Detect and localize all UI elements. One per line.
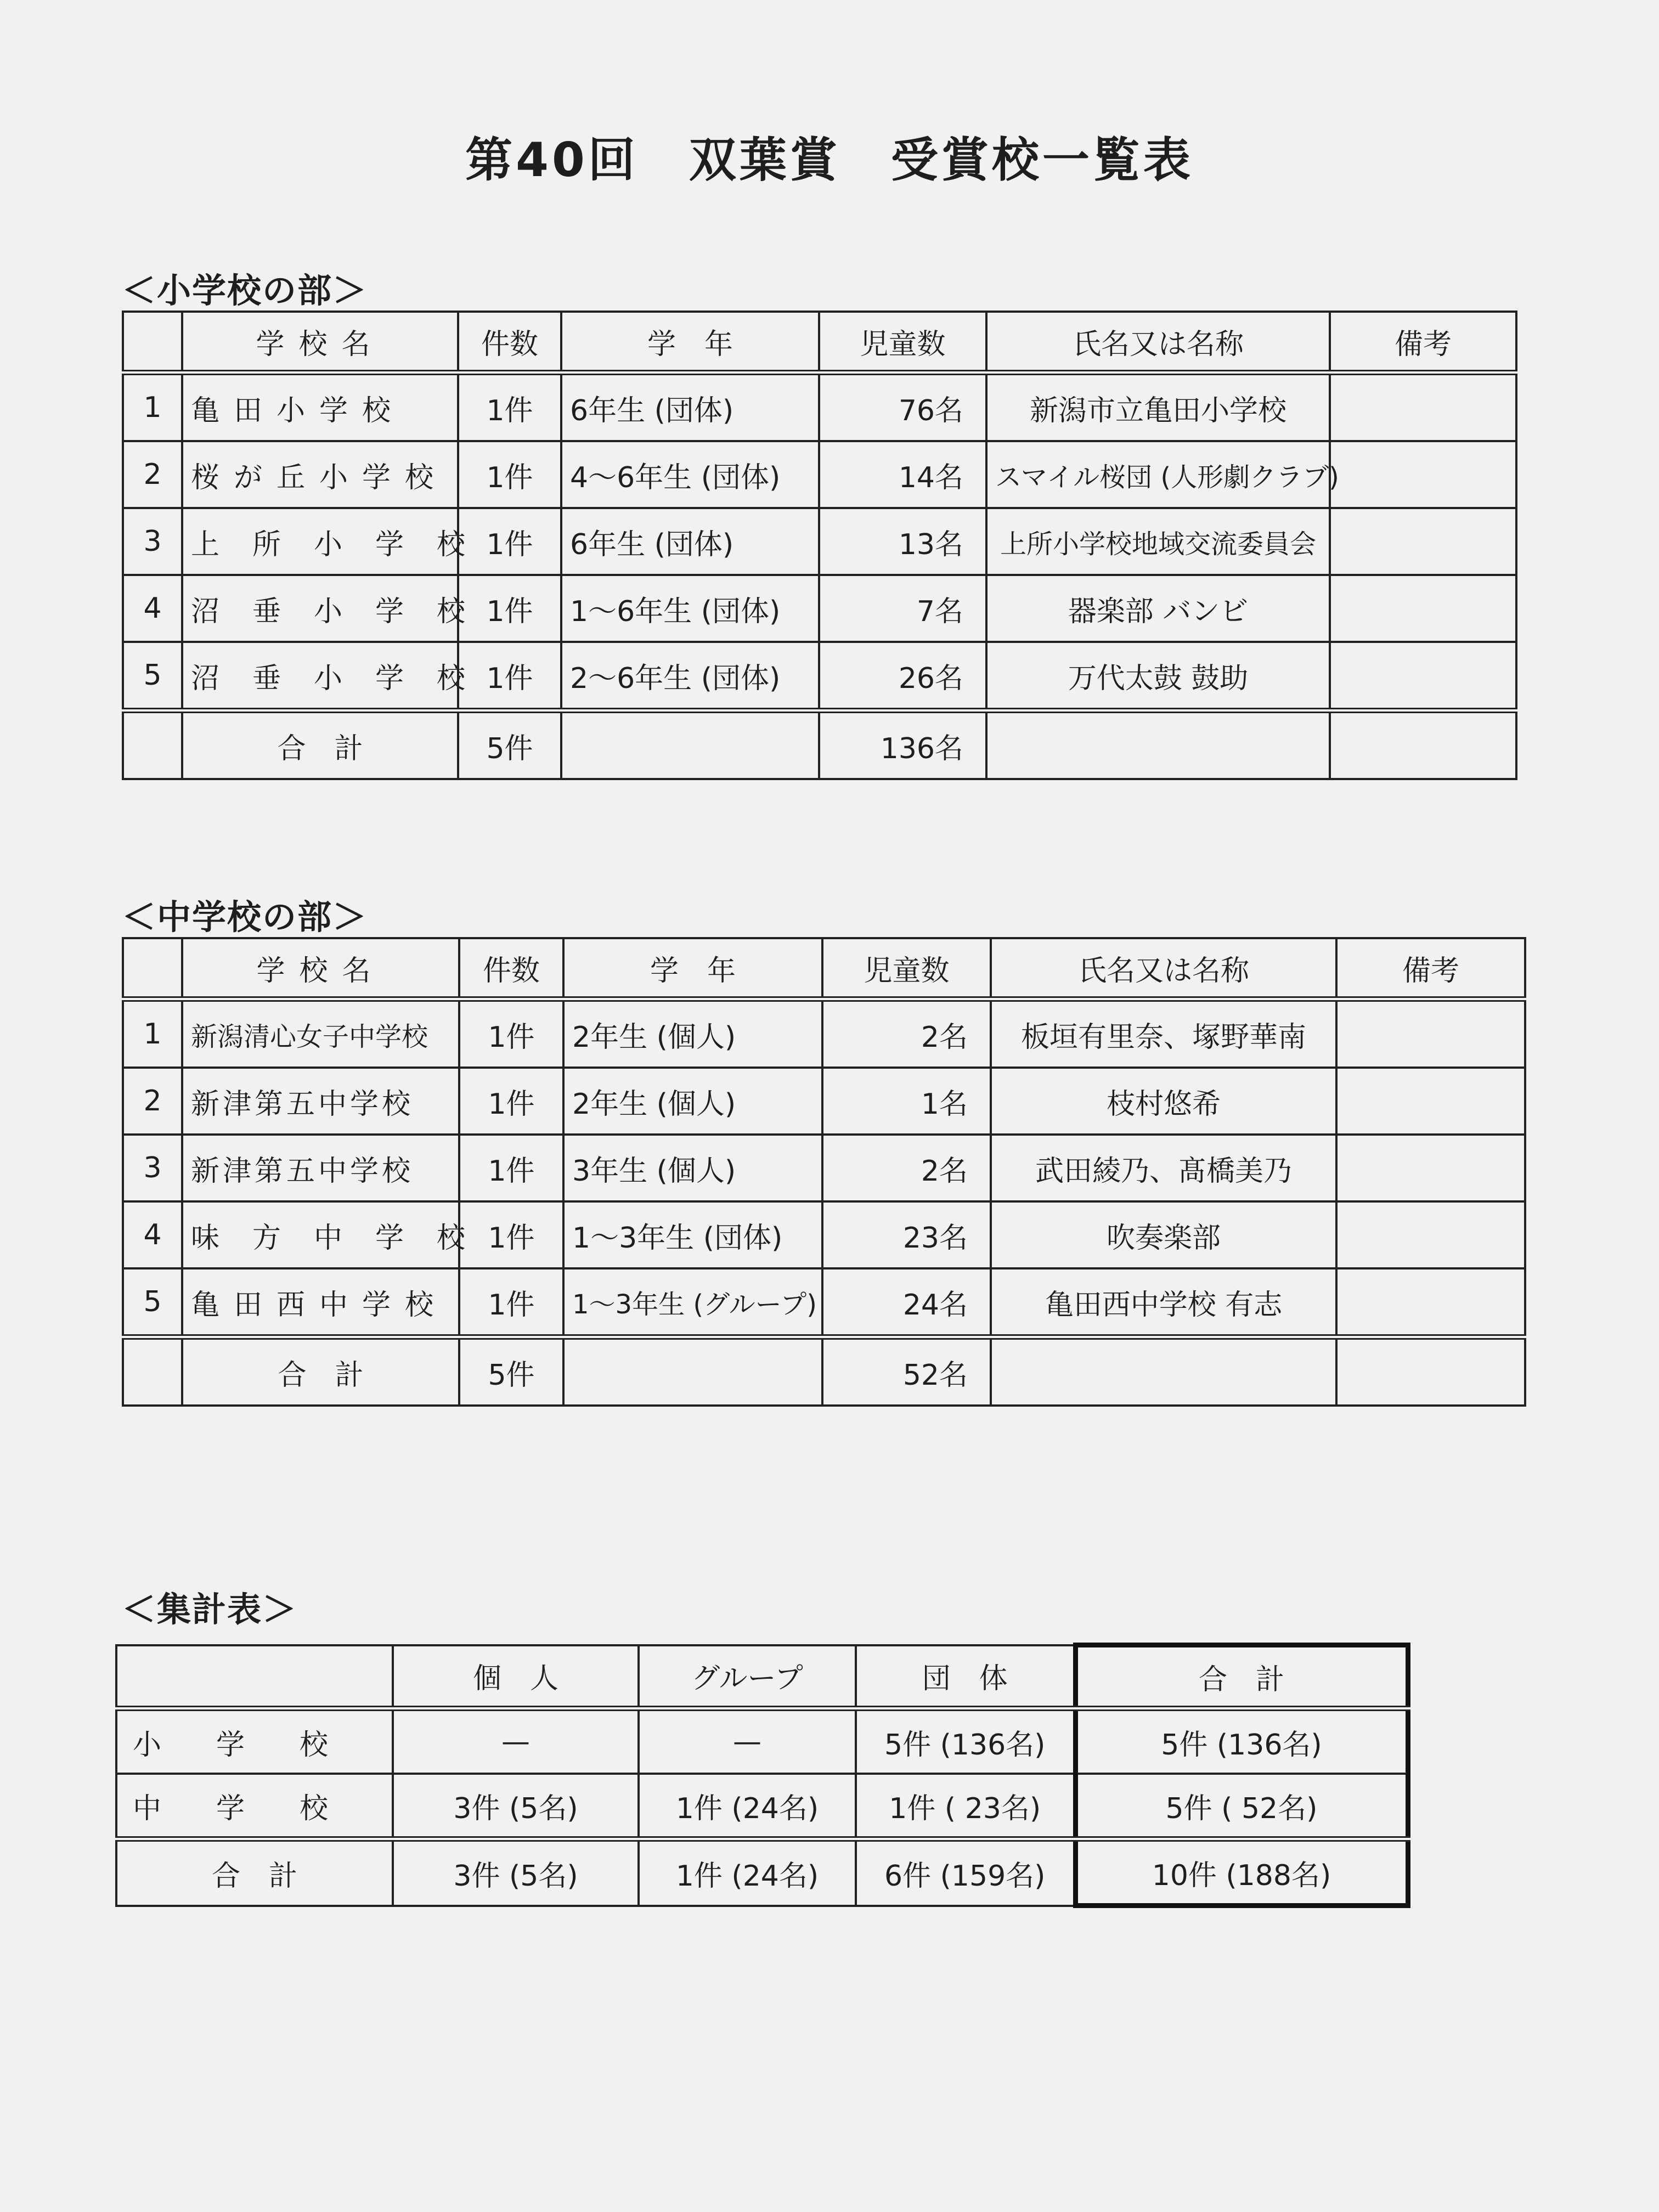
total-row: [123, 1337, 1525, 1406]
row-number: 4: [123, 1201, 182, 1268]
student-count: 1名: [822, 1068, 991, 1135]
total-label: 合 計: [182, 1337, 459, 1406]
note: [1336, 1201, 1525, 1268]
row-number: 1: [123, 999, 182, 1068]
award-count: 1件: [458, 642, 561, 710]
grade: 6年生 (団体): [561, 373, 819, 441]
total-row: [123, 710, 1516, 779]
total-count: 5件 ( 52名): [1075, 1774, 1408, 1839]
total-label: 合 計: [182, 710, 458, 779]
row-number: 2: [123, 1068, 182, 1135]
note: [1336, 1068, 1525, 1135]
header-name: 氏名又は名称: [991, 938, 1336, 999]
header-note: 備考: [1336, 938, 1525, 999]
individual-count: —: [393, 1708, 639, 1774]
school-name: 新津第五中学校: [182, 1135, 459, 1201]
total-row: [116, 1839, 1408, 1906]
school-name: 沼垂小学校: [182, 575, 458, 642]
row-number: 1: [123, 373, 182, 441]
award-count: 1件: [458, 575, 561, 642]
section-label-summary: ＜集計表＞: [122, 1589, 298, 1629]
total-blank-cell: [991, 1337, 1336, 1406]
row-number: 3: [123, 1135, 182, 1201]
individual-count: 3件 (5名): [393, 1774, 639, 1839]
total-count: 5件 (136名): [1075, 1708, 1408, 1774]
row-number: 5: [123, 642, 182, 710]
header-team: 団 体: [856, 1645, 1075, 1709]
header-school: 学校名: [182, 938, 459, 999]
grade: 1～6年生 (団体): [561, 575, 819, 642]
grade: 2年生 (個人): [563, 999, 822, 1068]
row-label: 中 学 校: [116, 1774, 393, 1839]
total-blank-cell: [561, 710, 819, 779]
total-blank-cell: [1336, 1337, 1525, 1406]
entrant-name: 板垣有里奈、塚野華南: [991, 999, 1336, 1068]
page-title: 第40回 双葉賞 受賞校一覧表: [465, 133, 1194, 188]
award-count: 1件: [458, 373, 561, 441]
row-number: 5: [123, 1268, 182, 1337]
student-count: 7名: [819, 575, 986, 642]
student-count: 24名: [822, 1268, 991, 1337]
student-count: 13名: [819, 508, 986, 575]
elementary-table: [122, 311, 1517, 780]
total-blank-cell: [123, 710, 182, 779]
table-row: [116, 1774, 1408, 1839]
table-row: [123, 1201, 1525, 1268]
school-name: 亀田小学校: [182, 373, 458, 441]
entrant-name: 万代太鼓 鼓助: [986, 642, 1330, 710]
individual-count: 3件 (5名): [393, 1839, 639, 1906]
award-count: 1件: [459, 1201, 563, 1268]
table-row: [123, 373, 1516, 441]
award-count: 1件: [458, 508, 561, 575]
school-name: 味方中学校: [182, 1201, 459, 1268]
total-blank-cell: [123, 1337, 182, 1406]
entrant-name: 枝村悠希: [991, 1068, 1336, 1135]
team-count: 5件 (136名): [856, 1708, 1075, 1774]
header-count: 件数: [458, 312, 561, 373]
student-count: 26名: [819, 642, 986, 710]
table-row: [123, 999, 1525, 1068]
header-note: 備考: [1330, 312, 1516, 373]
award-count: 1件: [458, 441, 561, 508]
section-label-elementary: ＜小学校の部＞: [122, 270, 368, 311]
note: [1330, 642, 1516, 710]
table-row: [123, 508, 1516, 575]
school-name: 新潟清心女子中学校: [182, 999, 459, 1068]
header-name: 氏名又は名称: [986, 312, 1330, 373]
school-name: 上所小学校: [182, 508, 458, 575]
note: [1336, 1268, 1525, 1337]
school-name: 桜が丘小学校: [182, 441, 458, 508]
row-number: 4: [123, 575, 182, 642]
award-count: 1件: [459, 1068, 563, 1135]
group-count: 1件 (24名): [639, 1774, 856, 1839]
table-row: [123, 1068, 1525, 1135]
header-students: 児童数: [819, 312, 986, 373]
note: [1330, 373, 1516, 441]
grade: 4～6年生 (団体): [561, 441, 819, 508]
school-name: 沼垂小学校: [182, 642, 458, 710]
grade: 2年生 (個人): [563, 1068, 822, 1135]
junior-table: [122, 937, 1526, 1407]
header-cell-no: [123, 312, 182, 373]
award-count: 1件: [459, 999, 563, 1068]
header-count: 件数: [459, 938, 563, 999]
total-count: 5件: [458, 710, 561, 779]
award-count: 1件: [459, 1268, 563, 1337]
table-row: [123, 575, 1516, 642]
team-count: 6件 (159名): [856, 1839, 1075, 1906]
row-label: 合 計: [116, 1839, 393, 1906]
total-count: 10件 (188名): [1075, 1839, 1408, 1906]
table-header-row: [123, 312, 1516, 373]
table-row: [116, 1708, 1408, 1774]
group-count: 1件 (24名): [639, 1839, 856, 1906]
total-students: 52名: [822, 1337, 991, 1406]
total-count: 5件: [459, 1337, 563, 1406]
grade: 6年生 (団体): [561, 508, 819, 575]
total-blank-cell: [986, 710, 1330, 779]
total-blank-cell: [1330, 710, 1516, 779]
header-group: グループ: [639, 1645, 856, 1709]
summary-table: [115, 1643, 1410, 1908]
entrant-name: 武田綾乃、髙橋美乃: [991, 1135, 1336, 1201]
grade: 2～6年生 (団体): [561, 642, 819, 710]
student-count: 76名: [819, 373, 986, 441]
team-count: 1件 ( 23名): [856, 1774, 1075, 1839]
row-number: 3: [123, 508, 182, 575]
student-count: 23名: [822, 1201, 991, 1268]
entrant-name: 吹奏楽部: [991, 1201, 1336, 1268]
student-count: 2名: [822, 999, 991, 1068]
table-row: [123, 1268, 1525, 1337]
note: [1336, 999, 1525, 1068]
table-row: [123, 1135, 1525, 1201]
award-count: 1件: [459, 1135, 563, 1201]
total-blank-cell: [563, 1337, 822, 1406]
header-blank-cell: [116, 1645, 393, 1709]
section-label-junior: ＜中学校の部＞: [122, 897, 368, 937]
row-number: 2: [123, 441, 182, 508]
entrant-name: 器楽部 バンビ: [986, 575, 1330, 642]
header-cell-no: [123, 938, 182, 999]
note: [1336, 1135, 1525, 1201]
school-name: 亀田西中学校: [182, 1268, 459, 1337]
header-individual: 個 人: [393, 1645, 639, 1709]
header-students: 児童数: [822, 938, 991, 999]
table-header-row: [116, 1645, 1408, 1709]
table-header-row: [123, 938, 1525, 999]
table-row: [123, 441, 1516, 508]
total-students: 136名: [819, 710, 986, 779]
grade: 1～3年生 (団体): [563, 1201, 822, 1268]
note: [1330, 575, 1516, 642]
table-row: [123, 642, 1516, 710]
header-grade: 学 年: [561, 312, 819, 373]
entrant-name: 亀田西中学校 有志: [991, 1268, 1336, 1337]
header-school: 学校名: [182, 312, 458, 373]
row-label: 小 学 校: [116, 1708, 393, 1774]
entrant-name: 上所小学校地域交流委員会: [986, 508, 1330, 575]
entrant-name: 新潟市立亀田小学校: [986, 373, 1330, 441]
note: [1330, 441, 1516, 508]
entrant-name: スマイル桜団 (人形劇クラブ): [986, 441, 1330, 508]
student-count: 14名: [819, 441, 986, 508]
student-count: 2名: [822, 1135, 991, 1201]
note: [1330, 508, 1516, 575]
school-name: 新津第五中学校: [182, 1068, 459, 1135]
grade: 1～3年生 (グループ): [563, 1268, 822, 1337]
group-count: —: [639, 1708, 856, 1774]
grade: 3年生 (個人): [563, 1135, 822, 1201]
header-grade: 学 年: [563, 938, 822, 999]
header-total: 合 計: [1075, 1645, 1408, 1709]
